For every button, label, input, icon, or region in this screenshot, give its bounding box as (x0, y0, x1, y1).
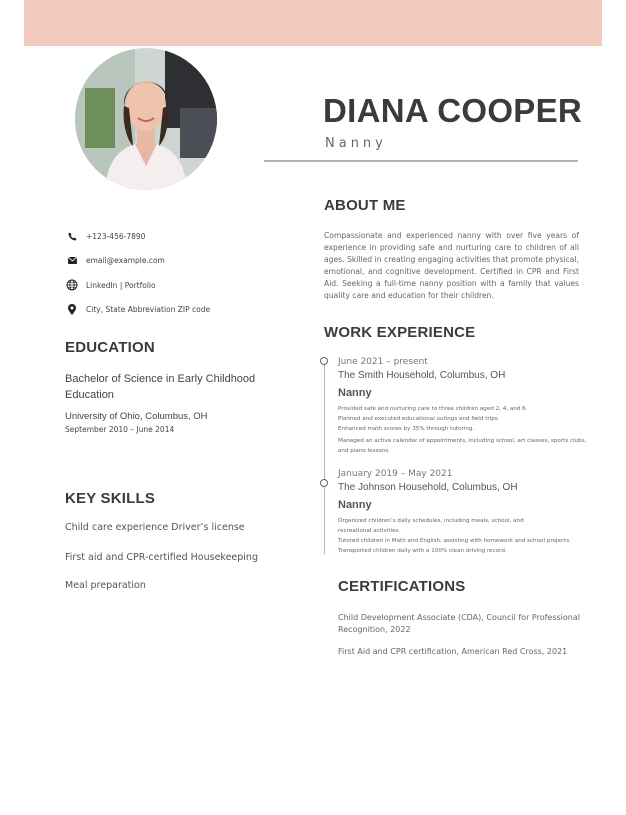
experience-timeline (324, 364, 325, 554)
education-school: University of Ohio, Columbus, OH (65, 411, 208, 422)
contact-email (66, 254, 165, 266)
email-text: email@example.com (86, 255, 165, 265)
skill-item: First aid and CPR-certified Housekeeping (65, 552, 258, 563)
envelope-icon (66, 254, 78, 266)
profile-photo (75, 48, 217, 190)
skills-heading: KEY SKILLS (65, 490, 156, 507)
about-text: Compassionate and experienced nanny with over five years of experience in providing safe and nurturing care to children of all ages. Skilled in creating engaging activities that promote physical, emotional, and cognitive development. Certified in CPR and First Aid. Seeking a full-time nanny position with a family that values quality care and education for their children. (324, 231, 579, 301)
certification-item: First Aid and CPR certification, American Red Cross, 2021 (338, 647, 568, 656)
contact-phone (66, 230, 145, 242)
phone-text: +123-456-7890 (86, 231, 146, 241)
job-bullet: Managed an active calendar of appointments, including school, art classes, sports clubs, and piano lessons. (338, 438, 587, 454)
certification-item: Child Development Associate (CDA), Council for Professional Recognition, 2022 (338, 613, 580, 634)
job-title: Nanny (325, 136, 387, 151)
skill-item: Child care experience Driver’s license (65, 522, 245, 533)
address-text: City, State Abbreviation ZIP code (86, 304, 211, 314)
job-role: Nanny (338, 387, 372, 399)
globe-icon (66, 279, 78, 291)
job-bullet: Transported children daily with a 100% clean driving record. (338, 548, 507, 554)
job-bullet: Planned and executed educational outings and field trips. (338, 416, 500, 422)
job-dates: June 2021 – present (338, 357, 428, 367)
job-employer: The Smith Household, Columbus, OH (338, 370, 506, 381)
map-pin-icon (66, 303, 78, 315)
header-divider (264, 160, 578, 162)
links-text: LinkedIn | Portfolio (86, 280, 156, 290)
job-bullet: Enhanced math scores by 35% through tutoring. (338, 426, 475, 432)
experience-heading: WORK EXPERIENCE (324, 324, 476, 341)
timeline-dot (320, 479, 328, 487)
job-role: Nanny (338, 499, 372, 511)
job-bullet: Provided safe and nurturing care to three children aged 2, 4, and 6. (338, 406, 528, 412)
job-dates: January 2019 – May 2021 (338, 469, 453, 479)
skill-item: Meal preparation (65, 580, 146, 591)
timeline-dot (320, 357, 328, 365)
contact-address (66, 303, 210, 315)
education-dates: September 2010 – June 2014 (65, 425, 175, 434)
job-employer: The Johnson Household, Columbus, OH (338, 482, 518, 493)
phone-icon (66, 230, 78, 242)
candidate-name: DIANA COOPER (323, 92, 583, 129)
education-degree: Bachelor of Science in Early Childhood Education (65, 373, 256, 401)
job-bullet: Tutored children in Math and English, assisting with homework and school projects. (338, 538, 571, 544)
job-bullet: Organized children’s daily schedules, including meals, school, and recreational activities. (338, 518, 524, 534)
contact-links (66, 279, 156, 291)
about-heading: ABOUT ME (324, 197, 406, 214)
education-heading: EDUCATION (65, 339, 155, 356)
header-color-band (24, 0, 602, 46)
certifications-heading: CERTIFICATIONS (338, 578, 466, 595)
